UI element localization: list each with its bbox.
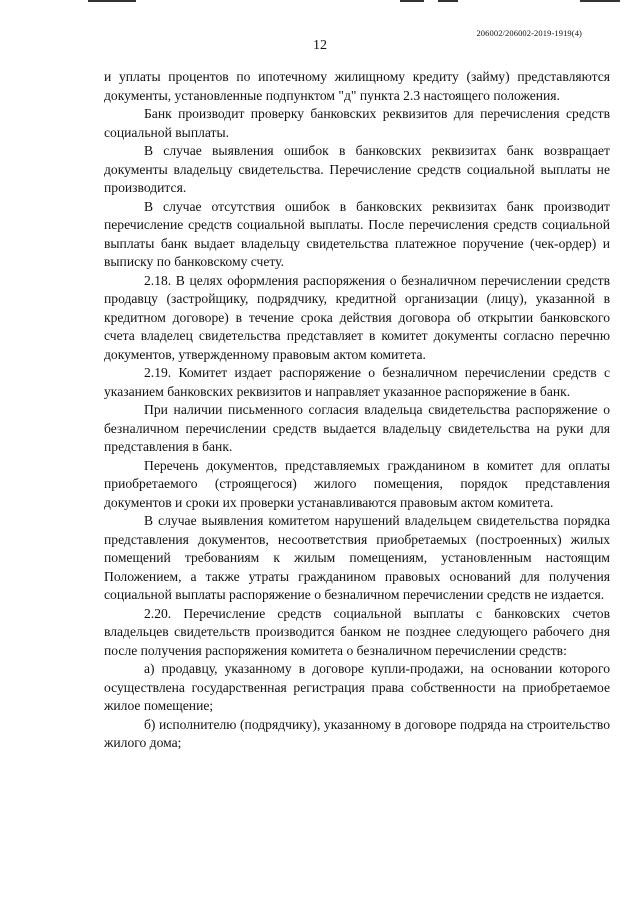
paragraph-section-2-20: 2.20. Перечисление средств социальной выплаты с банковских счетов владельцев свидетельств производится банком не позднее следующего рабочего дня после получения распоряжения комитета о безналичном перечислении средств: [104,605,610,658]
list-item-b: б) исполнителю (подрядчику), указанному в договоре подряда на строительство жилого дома; [104,716,610,750]
paragraph: Перечень документов, представляемых гражданином в комитет для оплаты приобретаемого (строящегося) жилого помещения, порядок представления документов и сроки их проверки устанавливаются правовым актом комитета. [104,457,610,510]
document-body [104,68,610,753]
list-item-a: а) продавцу, указанному в договоре купли-продажи, на основании которого осуществлена государственная регистрация права собственности на приобретаемое жилое помещение; [104,661,610,713]
document-code: 206002/206002-2019-1919(4) [476,28,582,38]
paragraph-section-2-18: 2.18. В целях оформления распоряжения о безналичном перечислении средств продавцу (застройщику, подрядчику, кредитной организации (лицу), указанной в кредитном договоре) в течение срока действия договора об открытии банковского счета владелец свидетельства представляет в комитет документы согласно перечню документов, утвержденному правовым актом комитета. [104,272,610,362]
paragraph: и уплаты процентов по ипотечному жилищному кредиту (займу) представляются документы, установленные подпунктом "д" пункта 2.3 настоящего положения. [104,69,610,103]
paragraph: В случае выявления ошибок в банковских реквизитах банк возвращает документы владельцу свидетельства. Перечисление средств социальной выплаты не производится. [104,143,610,195]
paragraph: В случае выявления комитетом нарушений владельцем свидетельства порядка представления документов, несоответствия приобретаемых (построенных) жилых помещений требованиям к жилым помещениям, установленным настоящим Положением, а также утраты гражданином правовых оснований для получения социальной выплаты распоряжение о безналичном перечислении средств не издается. [104,513,610,602]
page-number: 12 [313,38,327,53]
paragraph: В случае отсутствия ошибок в банковских реквизитах банк производит перечисление средств социальной выплаты. После перечисления средств социальной выплаты банк выдает владельцу свидетельства платежное поручение (чек-ордер) и выписку по банковскому счету. [104,198,610,269]
scan-edge-marks [0,0,640,4]
paragraph: При наличии письменного согласия владельца свидетельства распоряжение о безналичном перечислении средств выдается владельцу свидетельства на руки для представления в банк. [104,402,610,454]
paragraph-section-2-19: 2.19. Комитет издает распоряжение о безналичном перечислении средств с указанием банковских реквизитов и направляет указанное распоряжение в банк. [104,365,610,399]
paragraph: Банк производит проверку банковских реквизитов для перечисления средств социальной выплаты. [104,106,610,140]
